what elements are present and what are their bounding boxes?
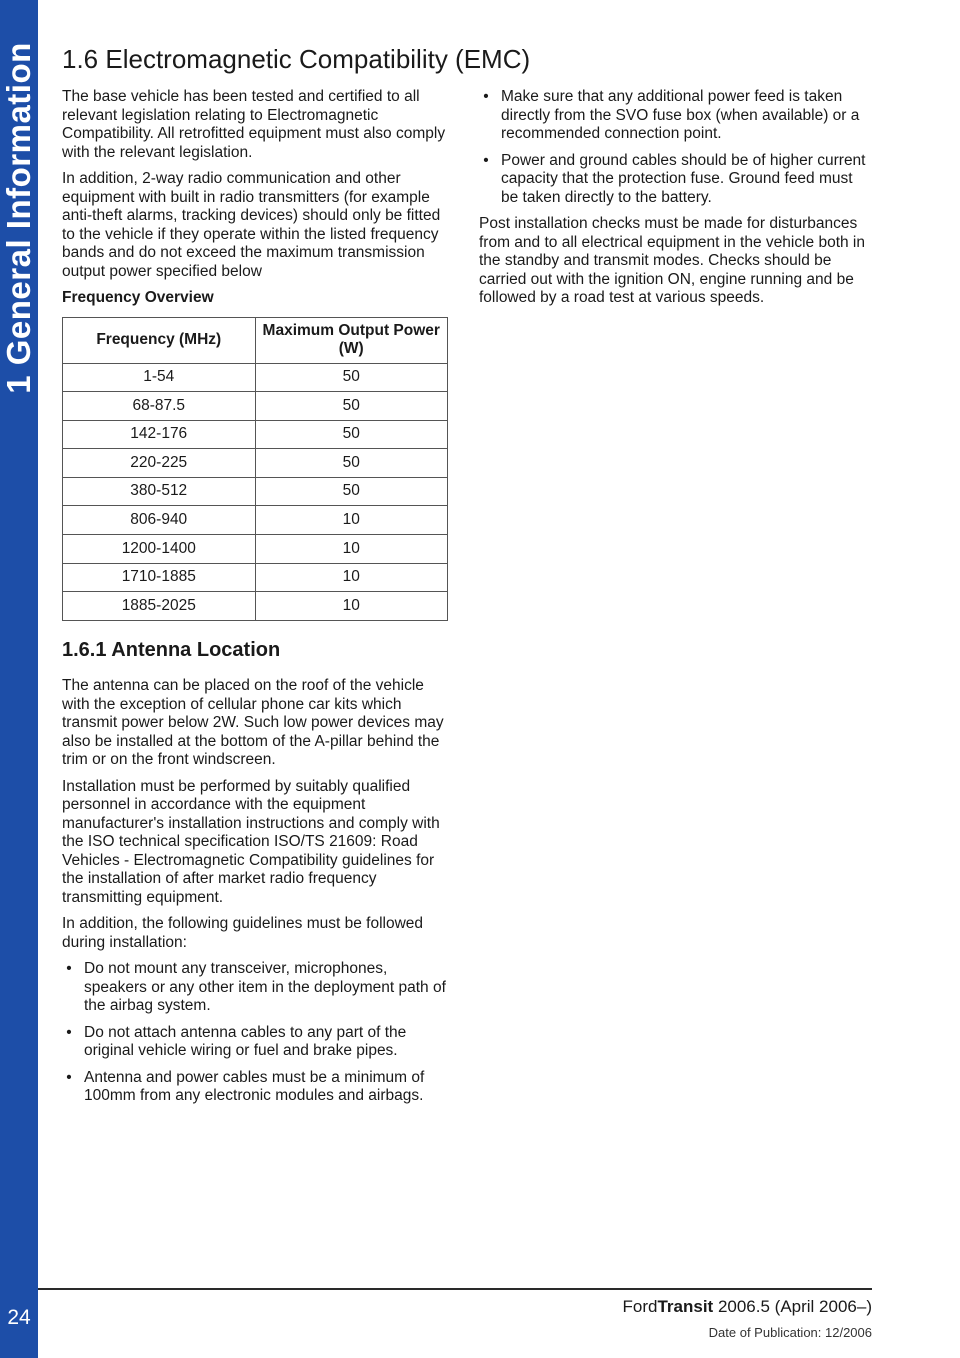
- intro-paragraph: The base vehicle has been tested and certified to all relevant legislation relating to Electromagnetic Compatibility. All retrofitted equipment must also comply with the relevant legislation.: [62, 88, 446, 161]
- power-cell: 10: [255, 563, 448, 592]
- table-row: [63, 506, 448, 535]
- list-item-text: Do not attach antenna cables to any part of the original vehicle wiring or fuel and brake pipes.: [84, 1023, 407, 1060]
- table-row: [63, 477, 448, 506]
- frequency-overview-heading: Frequency Overview: [62, 289, 214, 306]
- footer-model: Transit: [657, 1297, 714, 1316]
- footer-brand: Ford: [622, 1297, 658, 1316]
- frequency-cell: 1200-1400: [63, 535, 256, 564]
- table-header-row: [63, 317, 448, 363]
- power-cell: 10: [255, 506, 448, 535]
- table-row: [63, 420, 448, 449]
- table-row: [63, 449, 448, 478]
- left-column: [62, 88, 448, 1114]
- page-number: 24: [7, 1306, 31, 1329]
- chapter-side-tab: [0, 0, 38, 1358]
- frequency-cell: 380-512: [63, 477, 256, 506]
- table-row: [63, 563, 448, 592]
- list-item-text: Antenna and power cables must be a minimum of 100mm from any electronic modules and airbags.: [84, 1068, 425, 1105]
- footer-divider: [38, 1288, 872, 1290]
- installation-guidelines-list: [62, 960, 448, 1106]
- power-cell: 50: [255, 392, 448, 421]
- power-cell: 10: [255, 592, 448, 621]
- power-cell: 50: [255, 477, 448, 506]
- footer-model-line: [623, 1297, 873, 1317]
- bullet-icon: •: [483, 88, 489, 105]
- table-row: [63, 592, 448, 621]
- table-row: [63, 392, 448, 421]
- frequency-cell: 142-176: [63, 420, 256, 449]
- page-title: 1.6 Electromagnetic Compatibility (EMC): [62, 44, 531, 74]
- antenna-paragraph: Installation must be performed by suitably qualified personnel in accordance with the equipment manufacturer's installation instructions and comply with the ISO technical specification ISO/TS 21609: Road Vehicles - Electromagnetic Compatibility guidelines for the installation of after market radio frequency transmitting equipment.: [62, 777, 440, 906]
- antenna-paragraph: In addition, the following guidelines must be followed during installation:: [62, 915, 424, 951]
- antenna-paragraph: The antenna can be placed on the roof of the vehicle with the exception of cellular phone car kits which transmit power below 2W. Such low power devices may also be installed at the bottom of the A-pillar behind the trim or on the front windscreen.: [62, 677, 444, 769]
- frequency-cell: 806-940: [63, 506, 256, 535]
- bullet-icon: •: [66, 1068, 72, 1086]
- chapter-label: 1 General Information: [0, 42, 37, 394]
- list-item: [479, 88, 869, 144]
- frequency-cell: 1-54: [63, 363, 256, 392]
- list-item-text: Do not mount any transceiver, microphones, speakers or any other item in the deployment path of the airbag system.: [84, 960, 446, 1015]
- table-row: [63, 363, 448, 392]
- right-column: [479, 88, 869, 316]
- table-row: [63, 535, 448, 564]
- frequency-cell: 1710-1885: [63, 563, 256, 592]
- frequency-cell: 68-87.5: [63, 392, 256, 421]
- power-cell: 50: [255, 420, 448, 449]
- list-item-text: Make sure that any additional power feed is taken directly from the SVO fuse box (when available) or a recommended connection point.: [501, 88, 860, 142]
- list-item: [479, 152, 869, 208]
- power-cell: 50: [255, 449, 448, 478]
- power-cell: 50: [255, 363, 448, 392]
- power-feed-guidelines-list: [479, 88, 869, 207]
- frequency-cell: 1885-2025: [63, 592, 256, 621]
- list-item: [62, 960, 448, 1016]
- bullet-icon: •: [66, 1023, 72, 1041]
- column-header-power: Maximum Output Power (W): [255, 317, 448, 363]
- bullet-icon: •: [483, 151, 489, 169]
- list-item-text: Power and ground cables should be of higher current capacity that the protection fuse. Ground feed must be taken directly to the battery.: [501, 151, 866, 206]
- list-item: [62, 1024, 448, 1061]
- power-cell: 10: [255, 535, 448, 564]
- frequency-cell: 220-225: [63, 449, 256, 478]
- publication-date: Date of Publication: 12/2006: [708, 1325, 872, 1340]
- footer-edition: 2006.5 (April 2006–): [713, 1297, 872, 1316]
- frequency-table: [62, 317, 448, 621]
- bullet-icon: •: [66, 960, 72, 978]
- list-item: [62, 1069, 448, 1106]
- antenna-location-heading: 1.6.1 Antenna Location: [62, 638, 281, 661]
- column-header-frequency: Frequency (MHz): [63, 317, 256, 363]
- intro-paragraph: In addition, 2-way radio communication and other equipment with built in radio transmitters (for example anti-theft alarms, tracking devices) should only be fitted to the vehicle if they operate within the listed frequency bands and do not exceed the maximum transmission output power specified below: [62, 170, 441, 280]
- post-installation-paragraph: Post installation checks must be made for disturbances from and to all electrical equipment in the vehicle both in the standby and transmit modes. Checks should be carried out with the ignition ON, engine running and be followed by a road test at various speeds.: [479, 215, 865, 306]
